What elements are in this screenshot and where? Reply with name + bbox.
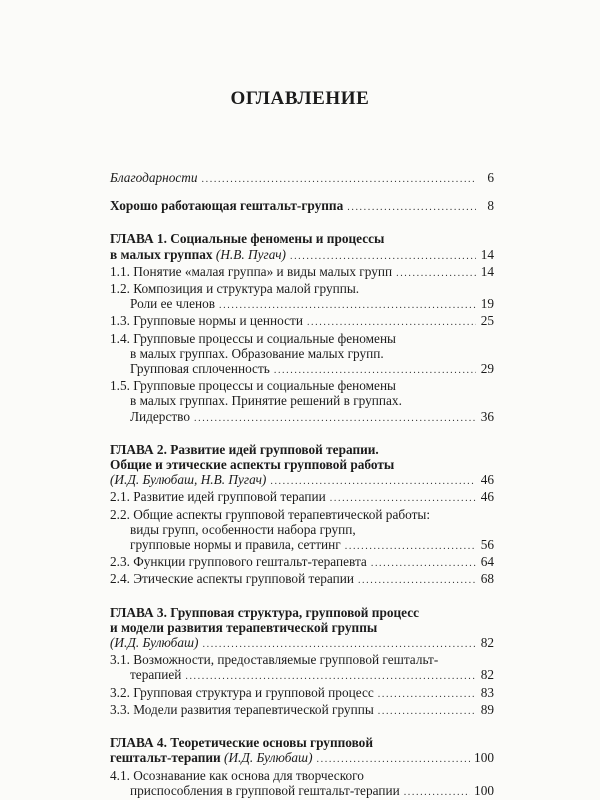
toc-entry-1-4[interactable]: 1.4. Групповые процессы и социальные феномены — [110, 330, 396, 346]
page-number: 8 — [487, 198, 494, 214]
page-number: 82 — [480, 635, 494, 651]
toc-entry-3-2[interactable]: 3.2. Групповая структура и групповой процесс ..... 83 — [110, 685, 494, 702]
toc-entry-1-1[interactable]: 1.1. Понятие «малая группа» и виды малых групп ..... 14 — [110, 264, 494, 281]
page-number: 89 — [480, 701, 494, 717]
page-number: 46 — [480, 472, 494, 488]
toc-entry-2-3[interactable]: 2.3. Функции группового гештальт-терапевта ..... 64 — [110, 554, 494, 571]
toc-entry-acknowledgements[interactable]: Благодарности ..... 6 — [110, 170, 494, 187]
chapter-3-heading[interactable]: ГЛАВА 3. Групповая структура, групповой процесс — [110, 604, 420, 620]
toc-entry-1-5-end[interactable]: Лидерство ..... 36 — [110, 409, 494, 426]
toc-entry-2-1[interactable]: 2.1. Развитие идей групповой терапии ..... 46 — [110, 489, 494, 506]
chapter-3-heading-end[interactable] — [110, 635, 494, 652]
toc-entry-3-1[interactable]: 3.1. Возможности, предоставляемые групповой гештальт- — [110, 652, 439, 668]
chapter-4-heading[interactable]: ГЛАВА 4. Теоретические основы групповой — [110, 735, 373, 751]
page-number: 6 — [487, 170, 494, 185]
page-number: 29 — [480, 361, 494, 377]
chapter-1-heading[interactable]: ГЛАВА 1. Социальные феномены и процессы — [110, 231, 385, 247]
chapter-2-heading[interactable]: ГЛАВА 2. Развитие идей групповой терапии. — [110, 441, 379, 457]
toc-entry-1-4-end[interactable]: Групповая сплоченность ..... 29 — [110, 361, 494, 378]
toc-entry-2-4[interactable]: 2.4. Этические аспекты групповой терапии ..... 68 — [110, 571, 494, 588]
chapter-author: (Н.В. Пугач) — [215, 246, 286, 262]
page-number: 68 — [480, 571, 494, 587]
page-number: 14 — [480, 263, 494, 279]
toc-entry-3-3[interactable]: 3.3. Модели развития терапевтической группы ..... 89 — [110, 702, 494, 719]
page-number: 56 — [480, 537, 494, 553]
page-number: 46 — [480, 489, 494, 505]
toc-entry-2-2[interactable]: 2.2. Общие аспекты групповой терапевтической работы: — [110, 506, 431, 522]
chapter-4-heading-end[interactable]: гештальт-терапии (И.Д. Булюбаш) ..... 100 — [110, 750, 494, 767]
chapter-author: (И.Д. Булюбаш) — [224, 750, 313, 766]
toc-entry-1-5[interactable]: 1.5. Групповые процессы и социальные феномены — [110, 378, 396, 394]
chapter-author: (И.Д. Булюбаш) — [110, 635, 199, 651]
toc-entry-1-3[interactable]: 1.3. Групповые нормы и ценности ..... 25 — [110, 313, 494, 330]
toc-entry-1-2-end[interactable]: Роли ее членов ..... 19 — [110, 296, 494, 313]
page-title: ОГЛАВЛЕНИЕ — [230, 88, 370, 109]
chapter-2-heading-end[interactable] — [110, 472, 494, 489]
table-of-contents: Благодарности ..... 6 Хорошо работающая гештальт-группа ..... 8 ГЛАВА 1. Социальные феномены и процессы в малых группах (Н.В. Пугач) ..... 14 1.1. Понятие «малая группа» и виды малых групп ..... 14 1.2. Композиция и структура малой группы. Роли ее членов ..... 19 1.3. Групповые нормы и ценности ..... 25 1.4. Групповые процессы и социальные феномены в малых группах. Образование малых групп. Групповая сплоченность ..... 29 1.5. Групповые процессы и социальные феномены в малых группах. Принятие решений в группах. Лидерство ..... 36 ГЛАВА 2. Развитие идей групповой терапии. Общие и этические аспекты групповой работы (И.Д. Булюбаш, Н.В. Пугач) ..... 46 2.1. Развитие идей групповой терапии ..... 46 2.2. Общие аспекты групповой терапевтической работы: виды групп, особенности набора групп, групповые нормы и правила, сеттинг ..... 56 2.3. Функции группового гештальт-терапевта ..... 64 2.4. Этические аспекты групповой терапии ..... 68 ГЛАВА 3. Групповая структура, групповой процесс и модели развития терапевтической группы (И.Д. Булюбаш) ..... 82 3.1. Возможности, предоставляемые групповой гештальт- терапией ..... 82 3.2. Групповая структура и групповой процесс ..... 83 3.3. Модели развития терапевтической группы ..... 89 ГЛАВА 4. Теоретические основы групповой гештальт-терапии (И.Д. Булюбаш) ..... 100 4.1. Осознавание как основа для творческого приспособления в групповой гештальт-терапии ..... 100 — [110, 170, 494, 800]
chapter-1-heading-end[interactable]: в малых группах (Н.В. Пугач) ..... 14 — [110, 247, 494, 264]
toc-entry-2-2-end[interactable]: групповые нормы и правила, сеттинг ..... 56 — [110, 537, 494, 554]
page-number: 82 — [480, 667, 494, 683]
page-number: 100 — [474, 750, 494, 766]
toc-entry-1-2[interactable]: 1.2. Композиция и структура малой группы. — [110, 281, 360, 297]
chapter-author: (И.Д. Булюбаш, Н.В. Пугач) — [110, 472, 267, 488]
toc-entry-3-1-end[interactable]: терапией ..... 82 — [110, 667, 494, 684]
page-number: 19 — [480, 296, 494, 312]
page-number: 36 — [480, 408, 494, 424]
page-number: 83 — [480, 684, 494, 700]
toc-entry-4-1[interactable]: 4.1. Осознавание как основа для творческого — [110, 767, 364, 783]
page-number: 64 — [480, 554, 494, 570]
page-number: 100 — [474, 782, 494, 798]
toc-entry-4-1-end[interactable]: приспособления в групповой гештальт-терапии ..... 100 — [110, 783, 494, 800]
page-number: 14 — [480, 246, 494, 262]
page-number: 25 — [480, 313, 494, 329]
toc-entry-working-group[interactable]: Хорошо работающая гештальт-группа ..... 8 — [110, 198, 494, 215]
